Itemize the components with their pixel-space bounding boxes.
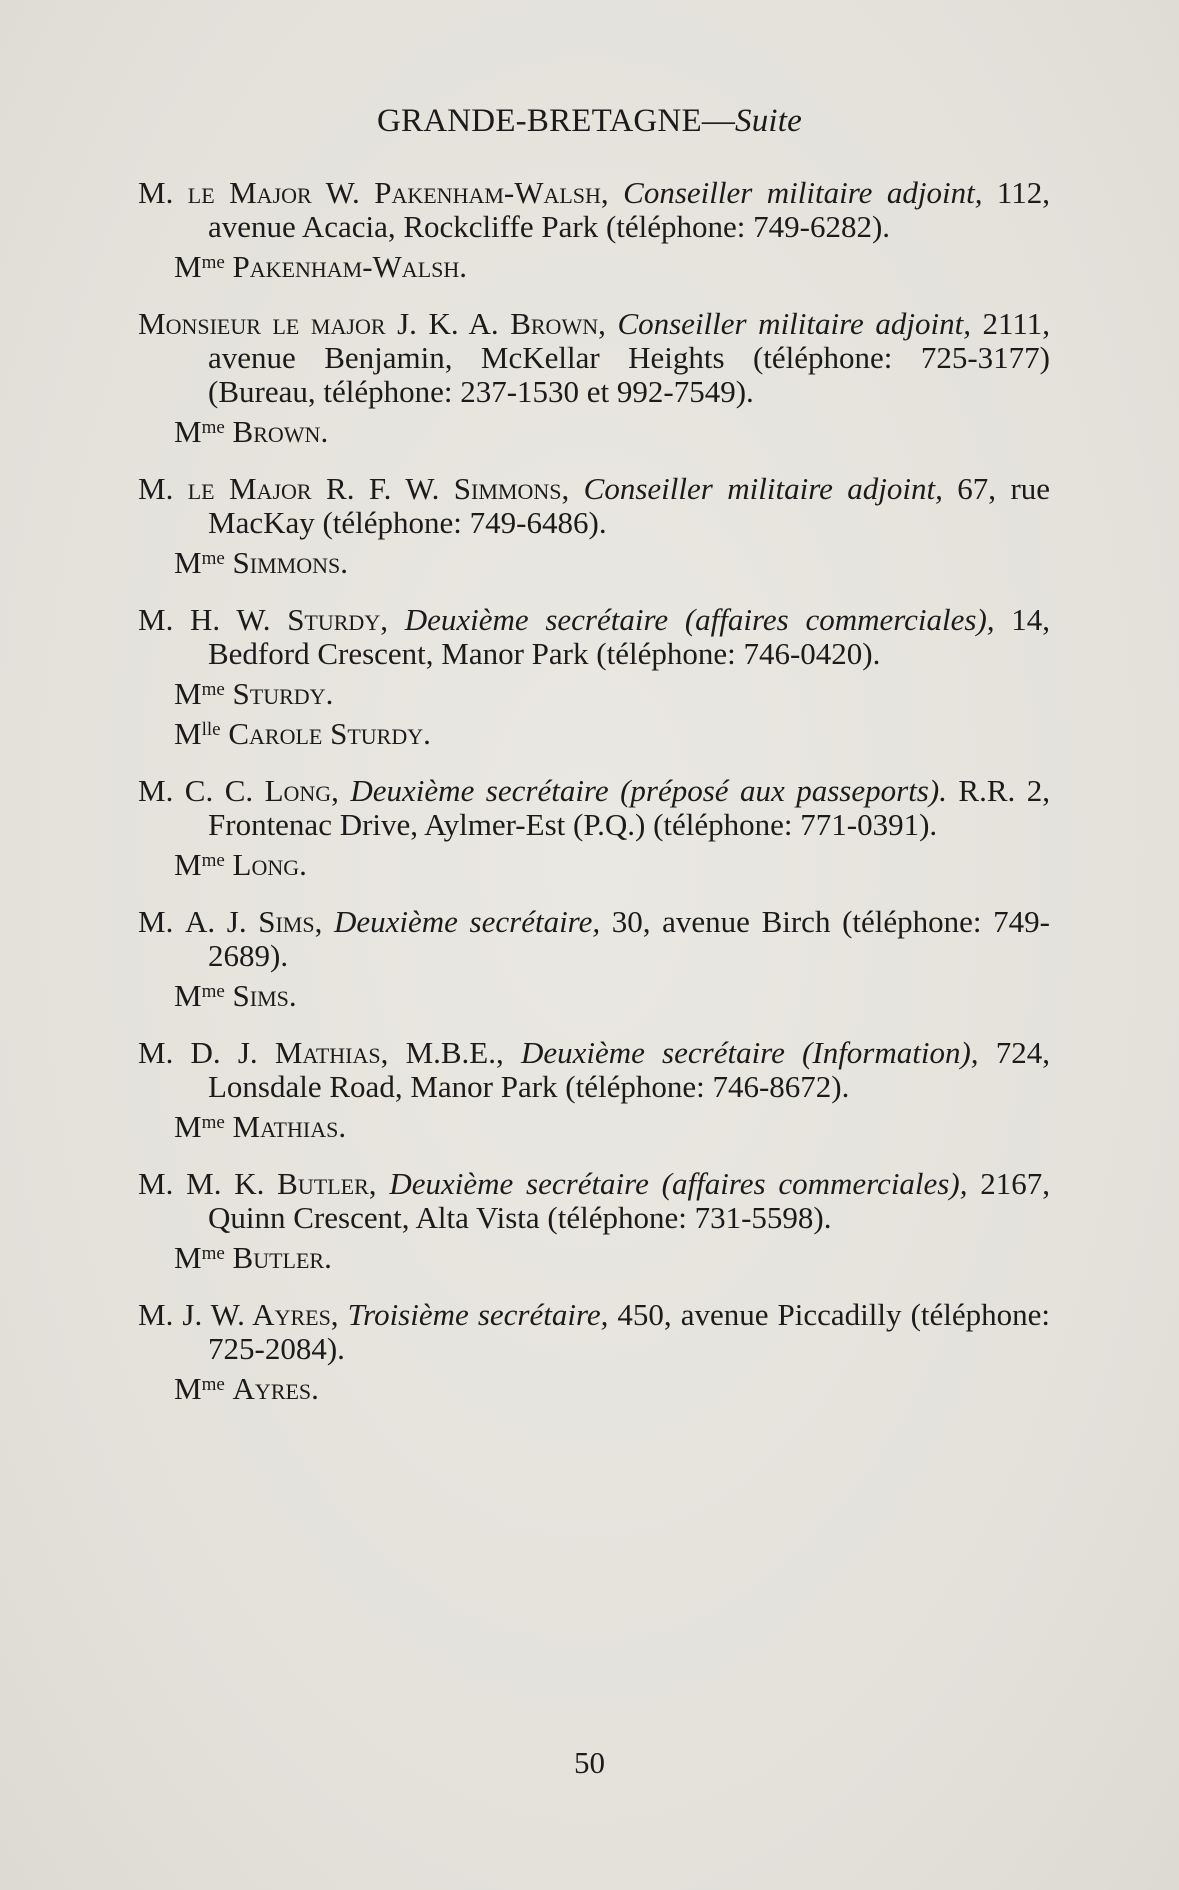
entry-prefix: M. xyxy=(138,1166,187,1201)
entry-role: Deuxième secrétaire (affaires commerciales), xyxy=(404,602,995,637)
diplomat-list xyxy=(138,176,1050,1429)
entry-prefix: M. xyxy=(138,1035,191,1070)
header-country: GRANDE-BRETAGNE— xyxy=(376,103,736,139)
entry-role: Conseiller militaire adjoint, xyxy=(583,471,943,506)
entry-details: 30, avenue Birch (téléphone: 749-2689). xyxy=(208,904,1050,973)
spouse-line xyxy=(138,415,1050,449)
entry-main xyxy=(138,774,1050,842)
spouse-name: Mathias. xyxy=(232,1109,347,1144)
spouse-title: M xyxy=(174,847,202,882)
spouse-title-sup: me xyxy=(201,981,225,1002)
entry-name: A. J. Sims, xyxy=(184,904,323,939)
entry-details: 724, Lonsdale Road, Manor Park (téléphone: 746-8672). xyxy=(208,1035,1050,1104)
spouse-name: Butler. xyxy=(232,1240,332,1275)
spouse-name: Pakenham-Walsh. xyxy=(232,249,468,284)
entry-name: R. F. W. Simmons, xyxy=(311,471,570,506)
list-item xyxy=(138,905,1050,1013)
entry-role: Troisième secrétaire, xyxy=(347,1297,609,1332)
spouse-name: Ayres. xyxy=(232,1371,319,1406)
spouse-title-sup: me xyxy=(201,679,225,700)
spouse-title-sup: me xyxy=(201,1374,225,1395)
list-item xyxy=(138,774,1050,882)
entry-main xyxy=(138,905,1050,973)
spouse-title: M xyxy=(174,1240,202,1275)
spouse-line xyxy=(138,677,1050,711)
spouse-name: Brown. xyxy=(232,414,329,449)
entry-prefix: M. xyxy=(138,1297,183,1332)
spouse-title-sup: me xyxy=(201,1243,225,1264)
list-item xyxy=(138,603,1050,751)
page-header xyxy=(0,103,1179,140)
spouse-title: M xyxy=(174,1109,202,1144)
entry-details: R.R. 2, Frontenac Drive, Aylmer-Est (P.Q.) (téléphone: 771-0391). xyxy=(208,773,1050,842)
entry-details: 14, Bedford Crescent, Manor Park (téléphone: 746-0420). xyxy=(208,602,1051,671)
entry-main xyxy=(138,1298,1050,1366)
entry-rank: le Major xyxy=(187,471,312,506)
list-item xyxy=(138,176,1050,284)
spouse-name: Long. xyxy=(232,847,307,882)
spouse-title: M xyxy=(174,545,202,580)
spouse-name: Sims. xyxy=(232,978,297,1013)
entry-role: Deuxième secrétaire (préposé aux passeports). xyxy=(350,773,947,808)
entry-details: 450, avenue Piccadilly (téléphone: 725-2084). xyxy=(208,1297,1051,1366)
entry-main xyxy=(138,307,1050,409)
spouse-line xyxy=(138,717,1050,751)
entry-name: J. W. Ayres, xyxy=(182,1297,339,1332)
spouse-title: M xyxy=(174,414,202,449)
entry-main xyxy=(138,603,1050,671)
list-item xyxy=(138,1298,1050,1406)
entry-name: J. K. A. Brown, xyxy=(385,306,606,341)
spouse-line xyxy=(138,1372,1050,1406)
entry-name: D. J. Mathias, M.B.E., xyxy=(190,1035,504,1070)
page-number: 50 xyxy=(574,1745,605,1780)
spouse-title: M xyxy=(174,1371,202,1406)
entry-details: 2111, avenue Benjamin, McKellar Heights (téléphone: 725-3177) (Bureau, téléphone: 237-1530 et 992-7549). xyxy=(208,306,1050,409)
list-item xyxy=(138,307,1050,449)
spouse-title: M xyxy=(174,978,202,1013)
entry-main xyxy=(138,1167,1050,1235)
entry-name: M. K. Butler, xyxy=(186,1166,377,1201)
spouse-line xyxy=(138,1241,1050,1275)
entry-details: 112, avenue Acacia, Rockcliffe Park (téléphone: 749-6282). xyxy=(208,175,1051,244)
spouse-line xyxy=(138,1110,1050,1144)
spouse-name: Simmons. xyxy=(232,545,348,580)
entry-name: C. C. Long, xyxy=(184,773,339,808)
list-item xyxy=(138,1036,1050,1144)
entry-main xyxy=(138,1036,1050,1104)
entry-role: Deuxième secrétaire (affaires commerciales), xyxy=(389,1166,968,1201)
entry-rank: le Major xyxy=(187,175,312,210)
entry-main xyxy=(138,176,1050,244)
entry-prefix: M. xyxy=(138,904,185,939)
spouse-title-sup: lle xyxy=(201,719,221,740)
entry-prefix: M. xyxy=(138,471,188,506)
spouse-title-sup: me xyxy=(201,417,225,438)
spouse-line xyxy=(138,979,1050,1013)
entry-role: Deuxième secrétaire (Information), xyxy=(520,1035,979,1070)
entry-name: W. Pakenham-Walsh, xyxy=(311,175,609,210)
entry-rank: Monsieur le major xyxy=(138,306,386,341)
entry-prefix: M. xyxy=(138,175,188,210)
entry-details: 67, rue MacKay (téléphone: 749-6486). xyxy=(208,471,1051,540)
spouse-title: M xyxy=(174,249,202,284)
spouse-line xyxy=(138,546,1050,580)
spouse-name: Sturdy. xyxy=(232,676,334,711)
entry-role: Deuxième secrétaire, xyxy=(333,904,601,939)
spouse-name: Carole Sturdy. xyxy=(228,716,431,751)
spouse-title-sup: me xyxy=(201,850,225,871)
spouse-title: M xyxy=(174,676,202,711)
entry-prefix: M. xyxy=(138,773,185,808)
spouse-title-sup: me xyxy=(201,252,225,273)
list-item xyxy=(138,1167,1050,1275)
spouse-line xyxy=(138,848,1050,882)
entry-role: Conseiller militaire adjoint, xyxy=(623,175,983,210)
list-item xyxy=(138,472,1050,580)
spouse-line xyxy=(138,250,1050,284)
entry-role: Conseiller militaire adjoint, xyxy=(617,306,971,341)
spouse-title-sup: me xyxy=(201,548,225,569)
entry-name: H. W. Sturdy, xyxy=(190,602,388,637)
spouse-title-sup: me xyxy=(201,1112,225,1133)
entry-details: 2167, Quinn Crescent, Alta Vista (téléphone: 731-5598). xyxy=(208,1166,1051,1235)
spouse-title: M xyxy=(174,716,202,751)
entry-main xyxy=(138,472,1050,540)
header-suite: Suite xyxy=(735,103,802,139)
entry-prefix: M. xyxy=(138,602,191,637)
